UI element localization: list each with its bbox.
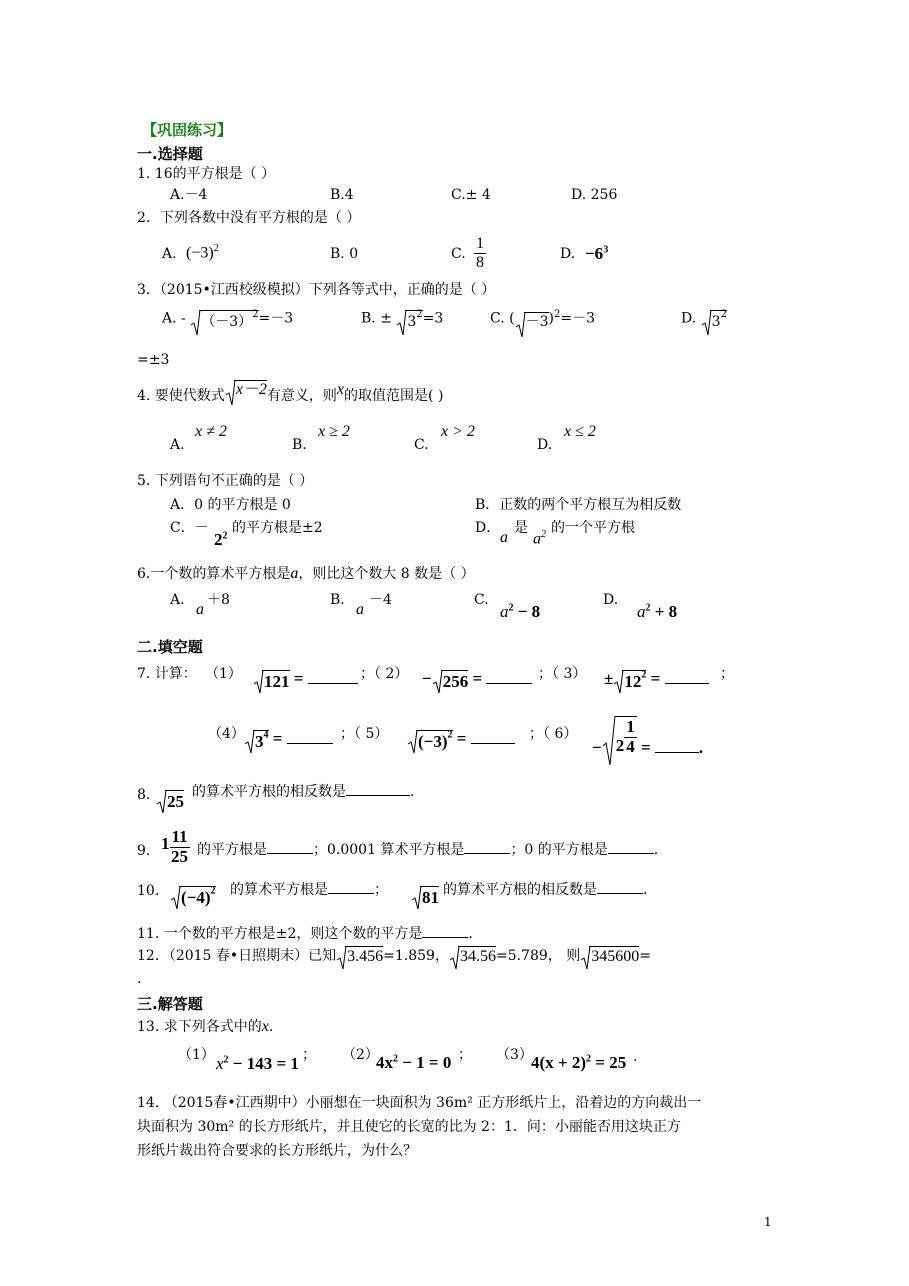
q1-option-b: B.4 xyxy=(330,187,354,203)
q8-label: 8. xyxy=(137,787,151,803)
q13-stem: 13. 求下列各式中的x. xyxy=(137,1018,274,1035)
q5-d-a: a xyxy=(500,529,508,546)
q8-text: 的算术平方根的相反数是 . xyxy=(192,784,415,800)
q6-option-d: D. xyxy=(603,592,619,608)
q4-option-a: A. xyxy=(170,437,185,453)
page-number: 1 xyxy=(764,1215,772,1229)
q10-text-1: 的算术平方根是 ； xyxy=(230,882,388,898)
q13-eq-1: $x^2 - 143 = 1$ xyxy=(216,1054,299,1073)
q12-end: . xyxy=(137,971,142,987)
q13-sep-2: ； xyxy=(458,1047,472,1063)
q7-label-4: （4） xyxy=(208,726,245,742)
q14-line-3: 形纸片裁出符合要求的长方形纸片，为什么？ xyxy=(137,1143,417,1159)
q6-c-expr: $a^2 - 8$ xyxy=(500,602,541,621)
q12-text: 12．（2015 春•日照期末）已知 3.456=1.859， 34.56=5.789， 则 345600= xyxy=(137,948,651,968)
q10-expr-1: $(-4)^2$ xyxy=(170,886,216,908)
q3-option-d: D. $3^2$ xyxy=(681,310,727,332)
q2-option-b: B. 0 xyxy=(330,246,359,262)
q1-option-c: C.± 4 xyxy=(451,187,491,203)
q6-a-tail: ＋8 xyxy=(207,592,230,608)
q2-option-d: D. xyxy=(560,246,576,262)
q5-option-c: C．－ xyxy=(170,520,209,536)
q7-sep-3: ； xyxy=(720,666,734,682)
q2-a-expr: $(-3)^2$ xyxy=(186,243,219,262)
q13-label-3: （3） xyxy=(496,1047,533,1063)
q9-label: 9. xyxy=(137,843,151,859)
q4-b-expr: x ≥ 2 xyxy=(318,423,350,440)
q7-expr-6: − 2 $\frac{1}{4}$ = . xyxy=(592,716,703,766)
q10-text-2: 的算术平方根的相反数是 . xyxy=(443,882,648,898)
q6-d-expr: $a^2 + 8$ xyxy=(637,602,678,621)
q7-label-6: ；（ 6） xyxy=(529,726,578,742)
q6-stem: 6.一个数的算术平方根是a，则比这个数大 8 数是（ ） xyxy=(137,565,475,582)
q3-option-a: A. - $(-3)^2=-3$ xyxy=(162,310,293,332)
part-solve-heading: 三.解答题 xyxy=(137,995,203,1013)
q5-stem: 5. 下列语句不正确的是（ ） xyxy=(137,473,314,489)
q2-c-fraction: $\frac{1}{8}$ xyxy=(476,235,484,271)
q2-d-expr: $-6^3$ xyxy=(585,244,609,263)
q3-option-c: C. ( －3)$^2$=－3 xyxy=(490,310,595,334)
q4-option-c: C. xyxy=(414,437,429,453)
q5-c-post: 的平方根是±2 xyxy=(232,520,323,536)
q1-option-d: D. 256 xyxy=(571,187,618,203)
q13-label-2: （2） xyxy=(342,1047,379,1063)
q6-option-c: C. xyxy=(474,592,489,608)
q5-option-a: A．0 的平方根是 0 xyxy=(170,497,291,513)
part-choice-heading: 一.选择题 xyxy=(137,145,203,163)
q13-sep-1: ； xyxy=(302,1047,316,1063)
q4-a-expr: x ≠ 2 xyxy=(195,423,227,440)
q2-option-a: A. xyxy=(162,246,177,262)
q13-eq-2: $4x^2 - 1 = 0$ xyxy=(376,1053,452,1072)
q7-stem: 7. 计算： xyxy=(137,666,197,682)
q10-label: 10. xyxy=(137,883,160,899)
q6-option-a: A. xyxy=(170,592,185,608)
q14-line-1: 14. （2015春•江西期中）小丽想在一块面积为 36m² 正方形纸片上，沿着边的方向裁出一 xyxy=(137,1095,702,1111)
q9-mixed-number: 1 $\frac{11}{25}$ xyxy=(161,827,189,866)
q7-expr-2: − 256 = xyxy=(422,670,532,692)
q6-option-b: B. xyxy=(330,592,345,608)
q7-expr-1: 121 = xyxy=(253,670,358,692)
q7-expr-4: $3^4$ = xyxy=(244,730,333,752)
q4-d-expr: x ≤ 2 xyxy=(564,423,596,440)
q6-b-tail: －4 xyxy=(369,592,392,608)
q3-stem: 3．（2015•江西校级模拟）下列各等式中，正确的是（ ） xyxy=(137,282,496,298)
q7-label-3: ；（ 3） xyxy=(538,666,587,682)
q5-c-expr: $2^2$ xyxy=(214,530,228,549)
q7-expr-5: $(-3)^2$ = xyxy=(407,730,515,752)
q2-stem: 2．下列各数中没有平方根的是（ ） xyxy=(137,210,361,226)
q13-end: . xyxy=(633,1049,638,1065)
q7-label-2: ；（ 2） xyxy=(360,666,409,682)
q2-option-c: C. xyxy=(451,246,466,262)
q3-option-b: B. ± $3^2=3$ xyxy=(361,310,443,332)
q10-expr-2: 81 xyxy=(411,886,439,908)
q1-stem: 1. 16的平方根是（ ） xyxy=(137,166,276,182)
q7-expr-3: ± $12^2$ = xyxy=(604,670,709,692)
q14-line-2: 块面积为 30m² 的长方形纸片，并且使它的长宽的比为 2：1．问：小丽能否用这块正方 xyxy=(137,1119,681,1135)
q5-d-post: 的一个平方根 xyxy=(551,520,635,536)
q5-d-mid: 是 xyxy=(514,520,528,536)
q13-label-1: （1） xyxy=(178,1047,215,1063)
q11-text: 11. 一个数的平方根是±2，则这个数的平方是 . xyxy=(137,926,473,942)
q4-option-d: D. xyxy=(537,437,553,453)
q5-d-a2: $a^2$ xyxy=(533,529,546,548)
q5-option-b: B．正数的两个平方根互为相反数 xyxy=(475,497,682,513)
part-fill-heading: 二.填空题 xyxy=(137,638,203,656)
q4-option-b: B. xyxy=(292,437,307,453)
q8-expr: 25 xyxy=(156,790,184,812)
q1-option-a: A.－4 xyxy=(170,187,208,203)
q13-eq-3: $4(x + 2)^2 = 25$ xyxy=(531,1053,627,1072)
q4-stem: 4. 要使代数式 x－2有意义，则x的取值范围是( ) xyxy=(137,381,444,404)
q6-a-var: a xyxy=(196,601,204,618)
q3-tail: =±3 xyxy=(137,352,170,368)
q9-text: 的平方根是 ；0.0001 算术平方根是 ；0 的平方根是 . xyxy=(197,842,659,858)
q5-option-d: D． xyxy=(475,520,501,536)
q6-b-var: a xyxy=(356,601,364,618)
q4-c-expr: x > 2 xyxy=(441,423,475,440)
section-title: 【巩固练习】 xyxy=(142,121,233,139)
q7-label-5: ；（ 5） xyxy=(340,726,389,742)
q7-label-1: （1） xyxy=(205,666,242,682)
